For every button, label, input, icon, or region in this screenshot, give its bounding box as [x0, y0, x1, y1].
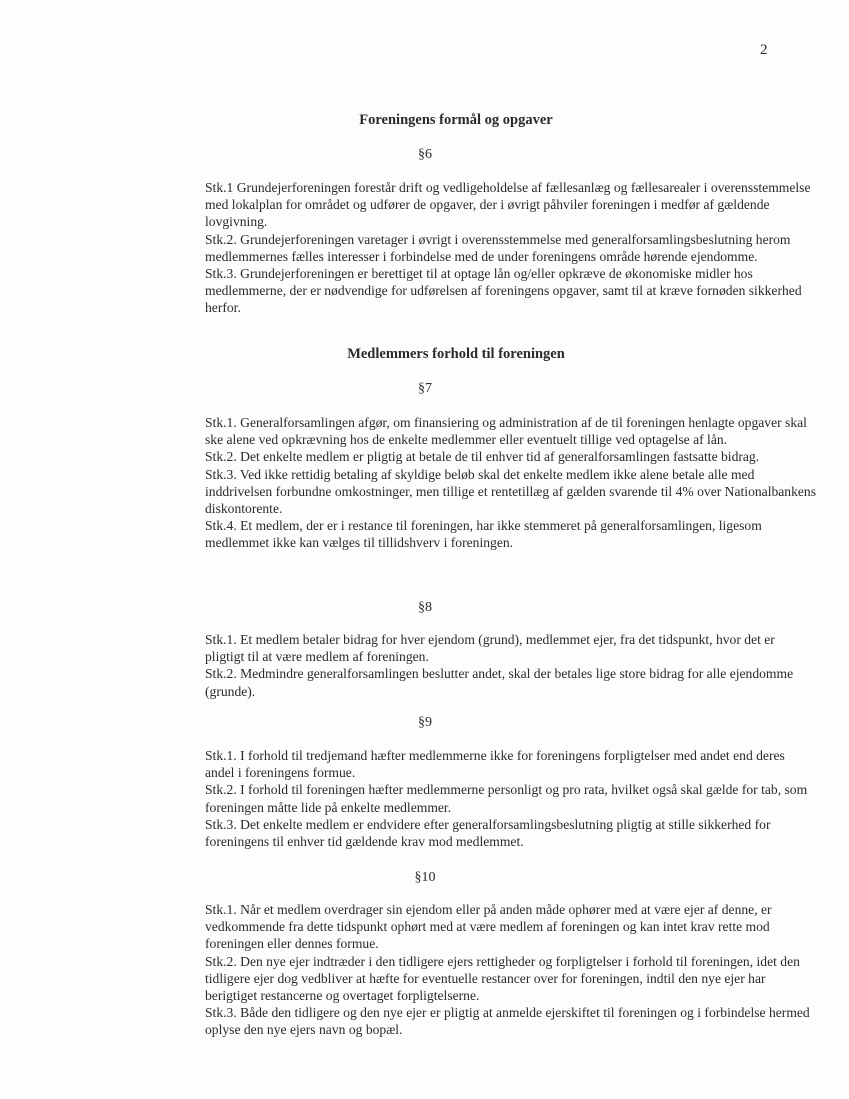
clause: Stk.1. Et medlem betaler bidrag for hver ejendom (grund), medlemmet ejer, fra det tidspunkt, hvor det er pligtigt til at være medlem af foreningen.: [205, 632, 775, 665]
paragraph-mark-9: §9: [418, 715, 432, 730]
paragraph-mark-10: §10: [414, 870, 436, 885]
paragraph-mark-7: §7: [418, 381, 432, 396]
clause: Stk.2. Grundejerforeningen varetager i øvrigt i overensstemmelse med generalforsamlingsbeslutning herom medlemmernes fælles interesser i forbindelse med de under foreningens område hørende ejendomme.: [205, 231, 791, 264]
clause: Stk.3. Både den tidligere og den nye ejer er pligtig at anmelde ejerskiftet til foreningen og i forbindelse hermed oplyse den nye ejers navn og bopæl.: [205, 1005, 810, 1038]
clause: Stk.2. I forhold til foreningen hæfter medlemmerne personligt og pro rata, hvilket også skal gælde for tab, som foreningen måtte lide på enkelte medlemmer.: [205, 782, 808, 815]
paragraph-mark-8: §8: [418, 600, 432, 615]
section-heading-medlemmers-forhold: Medlemmers forhold til foreningen: [347, 346, 565, 362]
section-6-body: [205, 179, 817, 317]
paragraph-mark-6: §6: [418, 147, 432, 162]
clause: Stk.1. I forhold til tredjemand hæfter medlemmerne ikke for foreningens forpligtelser med andet end deres andel i foreningens formue.: [205, 748, 785, 781]
section-8-body: [205, 631, 817, 700]
clause: Stk.3. Grundejerforeningen er berettiget til at optage lån og/eller opkræve de økonomiske midler hos medlemmerne, der er nødvendige for udførelsen af foreningens opgaver, samt til at kræve fornøden sikkerhed herfor.: [205, 266, 802, 316]
clause: Stk.3. Det enkelte medlem er endvidere efter generalforsamlingsbeslutning pligtig at stille sikkerhed for foreningens til enhver tid gældende krav mod medlemmet.: [205, 816, 771, 850]
section-heading-formaal: Foreningens formål og opgaver: [359, 112, 553, 128]
clause: Stk.2. Medmindre generalforsamlingen beslutter andet, skal der betales lige store bidrag for alle ejendomme (grunde).: [205, 666, 794, 699]
clause: Stk.4. Et medlem, der er i restance til foreningen, har ikke stemmeret på generalforsamlingen, ligesom medlemmet ikke kan vælges til tillidshverv i foreningen.: [205, 518, 762, 551]
clause: Stk.3. Ved ikke rettidig betaling af skyldige beløb skal det enkelte medlem ikke alene betale alle med inddrivelsen forbundne omkostninger, men tillige et rentetillæg af gælden svarende til 4% over Nationalbankens diskontorente.: [205, 466, 817, 517]
clause: Stk.1. Når et medlem overdrager sin ejendom eller på anden måde ophører med at være ejer af denne, er vedkommende fra dette tidspunkt ophørt med at være medlem af foreningen og kan intet krav rette mod foreningen eller dennes formue.: [205, 902, 772, 952]
page-number: 2: [760, 42, 768, 58]
clause: Stk.2. Det enkelte medlem er pligtig at betale de til enhver tid af generalforsamlingen fastsatte bidrag.: [205, 449, 760, 465]
section-9-body: [205, 747, 817, 850]
clause: Stk.1. Generalforsamlingen afgør, om finansiering og administration af de til foreningen henlagte opgaver skal ske alene ved opkrævning hos de enkelte medlemmer eller eventuelt tillige ved optagelse af lån.: [205, 415, 807, 448]
clause: Stk.1 Grundejerforeningen forestår drift og vedligeholdelse af fællesanlæg og fællesarealer i overensstemmelse med lokalplan for området og udfører de opgaver, der i øvrigt påhviler foreningen i medfør af gældende lovgivning.: [205, 180, 811, 230]
section-10-body: [205, 901, 817, 1039]
section-7-body: [205, 414, 817, 552]
clause: Stk.2. Den nye ejer indtræder i den tidligere ejers rettigheder og forpligtelser i forhold til foreningen, idet den tidligere ejer dog vedbliver at hæfte for eventuelle restancer over for foreningen, indtil den nye ejer har berigtiget restancerne og overtaget forpligtelserne.: [205, 953, 800, 1004]
